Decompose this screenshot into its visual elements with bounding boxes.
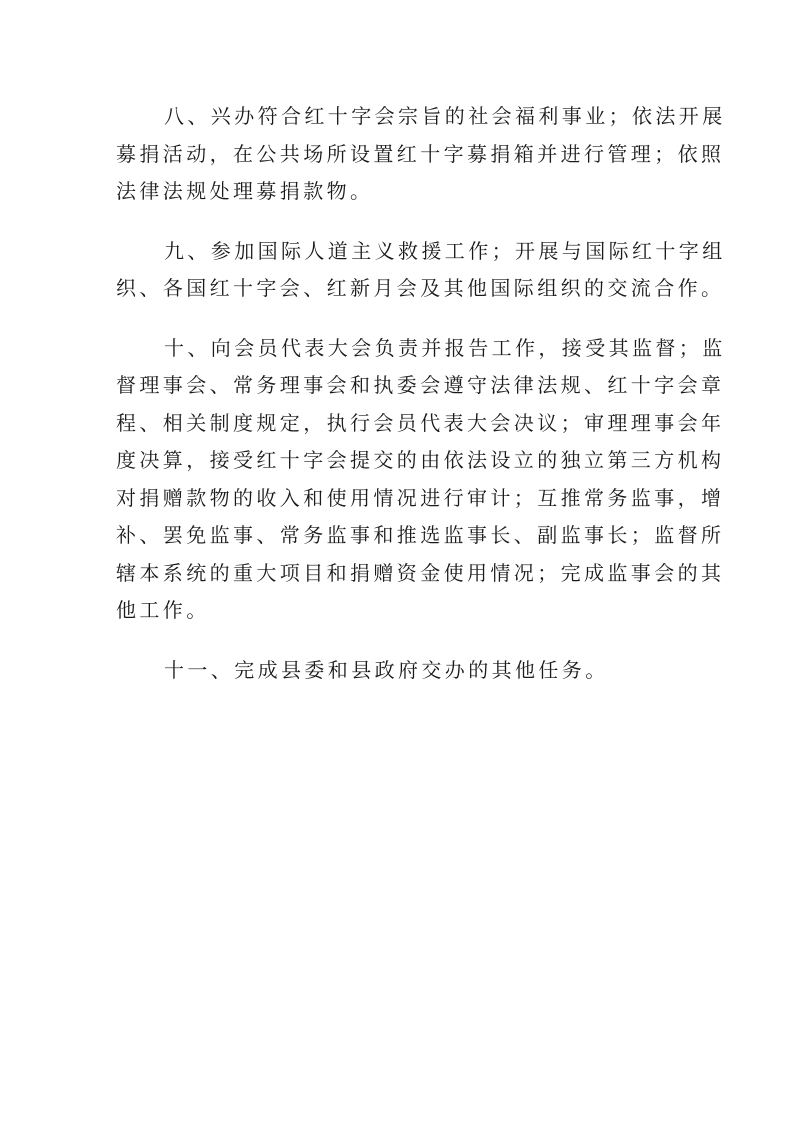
paragraph-eight [116, 98, 726, 211]
paragraph-ten [116, 330, 726, 630]
text-line: 程、相关制度规定，执行会员代表大会决议；审理理事会年 [116, 410, 725, 435]
text-line: 度决算，接受红十字会提交的由依法设立的独立第三方机构 [116, 448, 725, 472]
text-line: 法律法规处理募捐款物。 [116, 179, 374, 203]
paragraph-eleven [116, 652, 682, 690]
paragraph-nine [116, 233, 726, 308]
text-line: 他工作。 [116, 598, 210, 622]
text-line: 织、各国红十字会、红新月会及其他国际组织的交流合作。 [116, 276, 725, 300]
text-line: 对捐赠款物的收入和使用情况进行审计；互推常务监事，增 [116, 485, 725, 510]
text-line: 八、兴办符合红十字会宗旨的社会福利事业；依法开展 [164, 104, 726, 128]
text-line: 督理事会、常务理事会和执委会遵守法律法规、红十字会章 [116, 373, 725, 397]
text-line: 补、罢免监事、常务监事和推选监事长、副监事长；监督所 [116, 523, 725, 547]
text-line: 十、向会员代表大会负责并报告工作，接受其监督；监 [164, 335, 726, 360]
text-line: 九、参加国际人道主义救援工作；开展与国际红十字组 [164, 238, 726, 263]
document-page [116, 98, 726, 711]
text-line: 辖本系统的重大项目和捐赠资金使用情况；完成监事会的其 [116, 560, 725, 585]
text-line: 募捐活动，在公共场所设置红十字募捐箱并进行管理；依照 [116, 141, 725, 166]
text-line: 十一、完成县委和县政府交办的其他任务。 [164, 657, 609, 682]
